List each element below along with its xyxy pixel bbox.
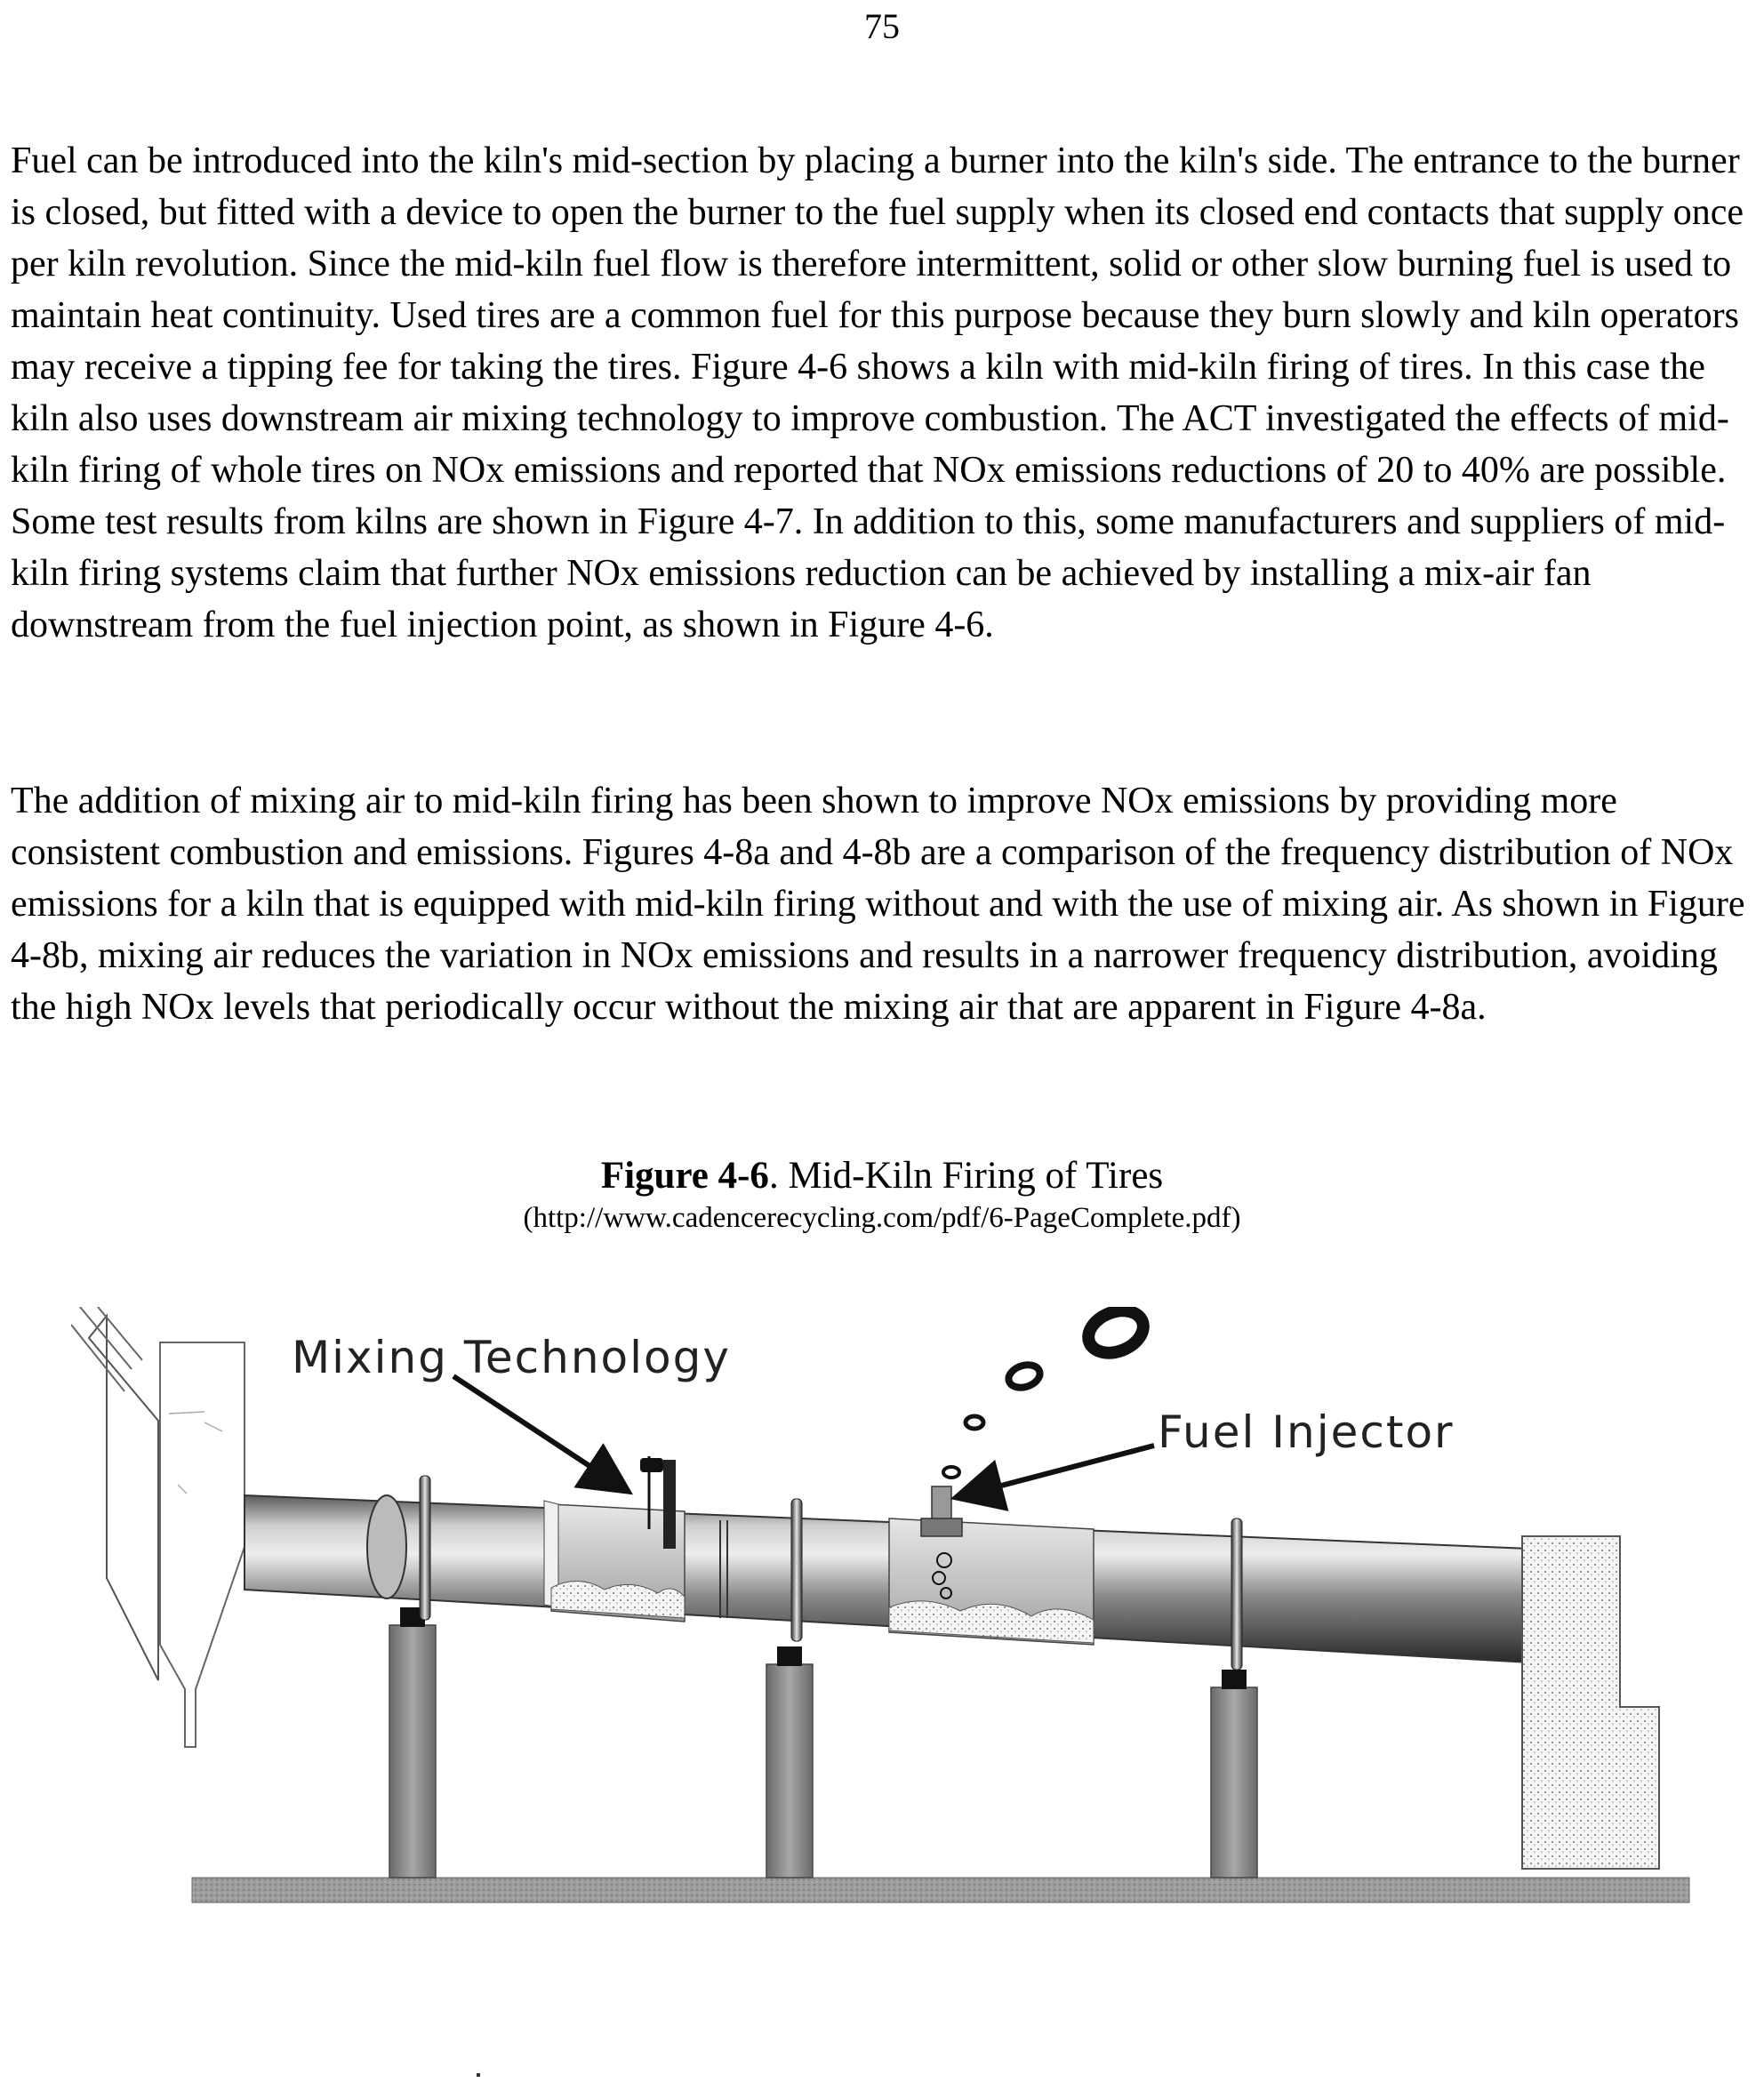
- body-paragraph-1: Fuel can be introduced into the kiln's mid-section by placing a burner into the kiln's side. The entrance to the burner is closed, but fitted with a device to open the burner to the fuel supply when its closed end contacts that supply once per kiln revolution. Since the mid-kiln fuel flow is therefore intermittent, solid or other slow burning fuel is used to maintain heat continuity. Used tires are a common fuel for this purpose because they burn slowly and kiln operators may receive a tipping fee for taking the tires. Figure 4-6 shows a kiln with mid-kiln firing of tires. In this case the kiln also uses downstream air mixing technology to improve combustion. The ACT investigated the effects of mid-kiln firing of whole tires on NOx emissions and reported that NOx emissions reductions of 20 to 40% are possible. Some test results from kilns are shown in Figure 4-7. In addition to this, some manufacturers and suppliers of mid-kiln firing systems claim that further NOx emissions reduction can be achieved by installing a mix-air fan downstream from the fuel injection point, as shown in Figure 4-6.: [11, 140, 1744, 645]
- figure-source: (http://www.cadencerecycling.com/pdf/6-PageComplete.pdf): [523, 1202, 1241, 1234]
- kiln-diagram-svg: [71, 1307, 1707, 1920]
- kiln-illustration: [71, 1307, 1707, 1920]
- ground-slab: [192, 1878, 1689, 1903]
- figure-title: . Mid-Kiln Firing of Tires: [768, 1155, 1164, 1197]
- page-number: 75: [864, 6, 900, 46]
- mixing-arrow: [453, 1376, 615, 1483]
- fuel-injector-label: Fuel Injector: [1158, 1406, 1455, 1458]
- support-piers: [389, 1607, 1257, 1878]
- mixing-technology-label: Mixing Technology: [292, 1332, 731, 1383]
- body-paragraph-2: The addition of mixing air to mid-kiln firing has been shown to improve NOx emissions by providing more consistent combustion and emissions. Figures 4-8a and 4-8b are a comparison of the frequency distribution of NOx emissions for a kiln that is equipped with mid-kiln firing without and with the use of mixing air. As shown in Figure 4-8b, mixing air reduces the variation in NOx emissions and results in a narrower frequency distribution, avoiding the high NOx levels that periodically occur without the mixing air that are apparent in Figure 4-8a.: [11, 781, 1745, 1028]
- tire-icons: [943, 1307, 1150, 1478]
- preheater-cyclone: [71, 1307, 245, 1747]
- scan-artifact-dot: [477, 2073, 480, 2077]
- kiln-tube: [245, 1456, 1529, 1670]
- kiln-hood: [1522, 1536, 1659, 1869]
- figure-caption: [0, 1154, 1764, 1198]
- figure-label: Figure 4-6: [600, 1155, 769, 1197]
- injector-arrow: [971, 1446, 1154, 1494]
